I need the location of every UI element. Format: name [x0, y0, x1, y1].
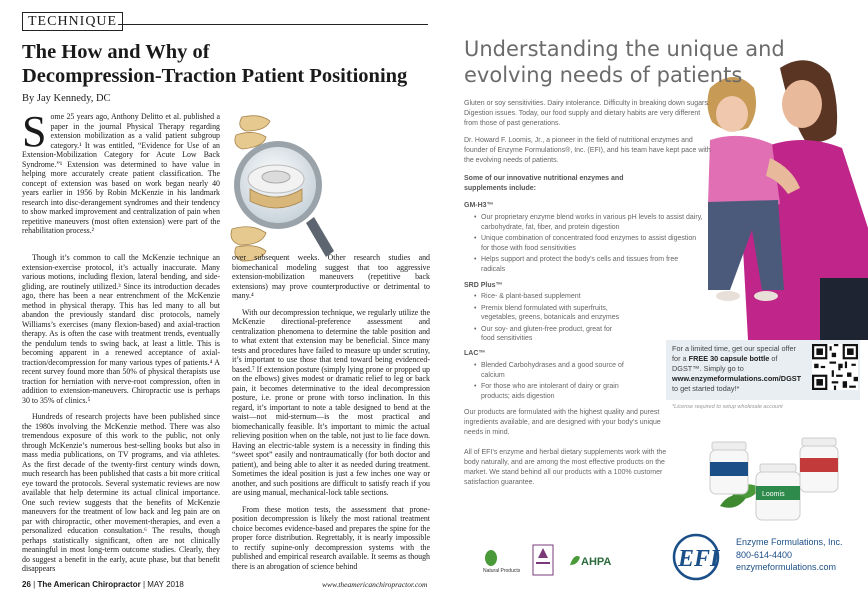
qr-code-icon[interactable]: [812, 344, 858, 390]
article-title-line-1: The How and Why of: [22, 41, 210, 63]
special-offer-box: [666, 340, 860, 400]
natural-products-seal: [482, 548, 521, 574]
product-bullets: [474, 213, 704, 276]
product-bullets: [474, 361, 624, 403]
offer-text: For a limited time, get our special offer for a FREE 30 capsule bottle of DGST™. Simply go to www.enzymeformulations.com/DGST to get started today!*: [672, 344, 802, 393]
magnifier-handle: [306, 217, 334, 257]
product-bullet: • Our soy- and gluten-free product, great for food sensitivities: [474, 325, 624, 344]
article-paragraph: Hundreds of research projects have been published since the 1980s involving the McKenzie method. There was also tremendous exposure of this work to the public, not only through McKenzie’s numerous best-selling books but also in mass media publications, on TV programs, and via athletes. As the first decade of the twenty-first century winds down, much research has been published that casts a bit more critical eye toward the protocols. Several systematic reviews are now available that help determine its actual clinical importance. One such review suggests that the benefits of McKenzie maneuvers for the treatment of low back and leg pain are on par with chiropractic, other movement-therapies, and even a personalized education consultation.⁶ The results, though perhaps statistically significant, often are not clinically meaningful in most long-term outcome studies. Clearly, they do suggest a benefit in the early, acute phase, but that benefit disappears: [22, 412, 220, 573]
product-name: GM-H3™: [464, 202, 494, 209]
fine-print: *License required to setup wholesale account: [672, 404, 783, 410]
product-name: SRD Plus™: [464, 282, 503, 289]
byline: By Jay Kennedy, DC: [22, 93, 111, 104]
svg-text:AHPA: AHPA: [581, 556, 612, 568]
brand-contact: [736, 536, 843, 574]
brand-name: Enzyme Formulations, Inc.: [736, 537, 843, 547]
ad-paragraph: Gluten or soy sensitivities. Dairy intolerance. Difficulty in breaking down sugars. Digestion issues. Today, our food supply and dietary habits are very different from those of past generations.: [464, 100, 710, 127]
association-seal: [532, 544, 554, 576]
product-bullet: • Unique combination of concentrated food enzymes to assist digestion for those with food sensitivities: [474, 234, 704, 253]
svg-text:Natural Products: Natural Products: [483, 568, 521, 574]
article-paragraph: With our decompression technique, we regularly utilize the McKenzie directional-preference assessment and centralization phenomena to determine the table position and to what extent that extension may be beneficial. Since many tests and procedures have failed to measure up under scrutiny, it’s important to use those that tend toward being evidenced-based.⁷ If extension posture (simply lying prone or propped up on the elbows) gives modest or dramatic relief to leg or back pain, it becomes determinative to the ideal decompression posture, i.e. prone or prone with torso inclination. In this regard, it’s important to note a table designed to bend at the waist—not mid-sternum—is the most practical and biomechanically feasible. It’s important to mimic the actual relieving position when on the table, not just to lie face down. Having an electric-table system is a necessity in finding this “sweet spot” easily and nontraumatically (for both doctor and patient), and being able to alter it as needed during treatment. Sometimes the ideal position is just a few inches one way or another, and such positions are difficult to satisfy reach if you are using manual, mechanical-lock table sections.: [232, 307, 430, 497]
page-folio: 26 | The American Chiropractor | MAY 2018: [22, 580, 184, 589]
svg-text:EFI: EFI: [678, 546, 720, 572]
ad-paragraph: Dr. Howard F. Loomis, Jr., a pioneer in the field of nutritional enzymes and founder of Enzyme Formulations®, Inc. (EFI), and his team have kept pace with the evolving needs of patients.: [464, 137, 711, 164]
advertisement-page: [440, 0, 868, 600]
ad-headline: Understanding the unique and evolving needs of patients: [464, 37, 785, 87]
product-bottles-image: [702, 434, 842, 524]
product-bullet: • Blended Carbohydrases and a good source of calcium: [474, 361, 624, 380]
brand-website[interactable]: enzymeformulations.com: [736, 562, 837, 572]
article-paragraph: Though it’s common to call the McKenzie technique an extension-exercise protocol, it’s actually inaccurate. Many various motions, including flexion, lateral bending, and side-gliding, are routinely utilized.³ Since its introduction decades ago, there has been a near entrenchment of the McKenzie method in physical therapy. This has led many to all but abandon the previously standard disc protocols, namely Williams’s exercises (many flexion-based) and axial-traction therapy. As is often the case with treatment trends, eventually the pendulum tends to swing back, at least a little. This is becoming apparent in a renewed acceptance of axial-traction/decompression for many various types of patients.⁴ A recent survey found more than 50% of physical therapists use traction for herniation with nerve-root compression, often in addition to extension-maneuvers. Chiropractic use is perhaps 30 to 35% of clinics.⁵: [22, 253, 220, 405]
article-column-1: [22, 107, 220, 243]
brand-phone[interactable]: 800-614-4400: [736, 549, 793, 560]
product-name: LAC™: [464, 350, 486, 357]
article-paragraph: over subsequent weeks. Other research studies and biomechanical modeling suggest that too aggressive extension-mobilization maneuvers (repetitive back extensions) may prove counterproductive or detrimental to many.⁴: [232, 253, 430, 300]
product-bullet: • Rice- & plant-based supplement: [474, 292, 624, 302]
article-paragraph: From these motion tests, the assessment that prone-position decompression is likely the most rational treatment choice becomes evidence-based and prepares the spine for the proper force distribution. Regrettably, it is nearly impossible to rectify supine-only decompression systems with the published and empirical research available. It seems as though there is an abrogation of science behind: [232, 504, 430, 571]
section-label: TECHNIQUE: [22, 12, 123, 31]
product-bullet: • Premix blend formulated with superfruits, vegetables, greens, botanicals and enzymes: [474, 304, 624, 323]
product-bullet: • For those who are intolerant of dairy or grain products; aids digestion: [474, 382, 624, 401]
article-title-line-2: Decompression-Traction Patient Positioning: [22, 65, 408, 87]
ahpa-seal: [568, 551, 612, 569]
bottle-icon: [710, 442, 748, 494]
product-bullet: • Our proprietary enzyme blend works in various pH levels to assist dairy, carbohydrate, fat, fiber, and protein digestion: [474, 213, 704, 232]
svg-text:Loomis: Loomis: [762, 491, 785, 498]
article-column-1-lower: [22, 253, 220, 581]
spine-magnifier-illustration: [222, 113, 340, 261]
bottle-icon: [800, 438, 838, 492]
magazine-url: www.theamericanchiropractor.com: [322, 580, 428, 589]
efi-logo: [668, 532, 728, 582]
products-intro: Some of our innovative nutritional enzymes and supplements include:: [464, 175, 624, 192]
product-bullets: [474, 292, 624, 346]
ad-paragraph: All of EFI’s enzyme and herbal dietary supplements work with the body naturally, and are among the most effective products on the market. We stand behind all our products with a 100% customer satisfaction guarantee.: [464, 449, 667, 486]
product-bullet: • Helps support and protect the body’s cells and tissues from free radicals: [474, 255, 704, 274]
section-rule: [118, 24, 428, 25]
article-column-2: [232, 253, 430, 578]
article-title: [22, 40, 432, 88]
child-face: [716, 96, 748, 132]
offer-link[interactable]: www.enzymeformulations.com/DGST: [672, 374, 802, 383]
ad-paragraph: Our products are formulated with the highest quality and purest ingredients available, and are designed with your body’s unique needs in mind.: [464, 409, 661, 436]
drop-cap: S: [22, 107, 47, 156]
article-paragraph: Some 25 years ago, Anthony Delitto et al. published a paper in the journal Physical Therapy regarding extension mobilization as a valid patient subgroup category.¹ It was entitled, “Evidence for Use of an Extension-Mobilization Category for Acute Low Back Syndrome.”¹ Extension was determined to have value in helping more accurately create patient classification. The concept of extension was based on work began nearly 40 years earlier in 1956 by Robin McKenzie in his landmark research into disc-derangement syndromes and their tendency to show marked improvement and centralization of pain when repetitive maneuvers (most often extension) were part of the rehabilitation process.²: [22, 107, 220, 235]
